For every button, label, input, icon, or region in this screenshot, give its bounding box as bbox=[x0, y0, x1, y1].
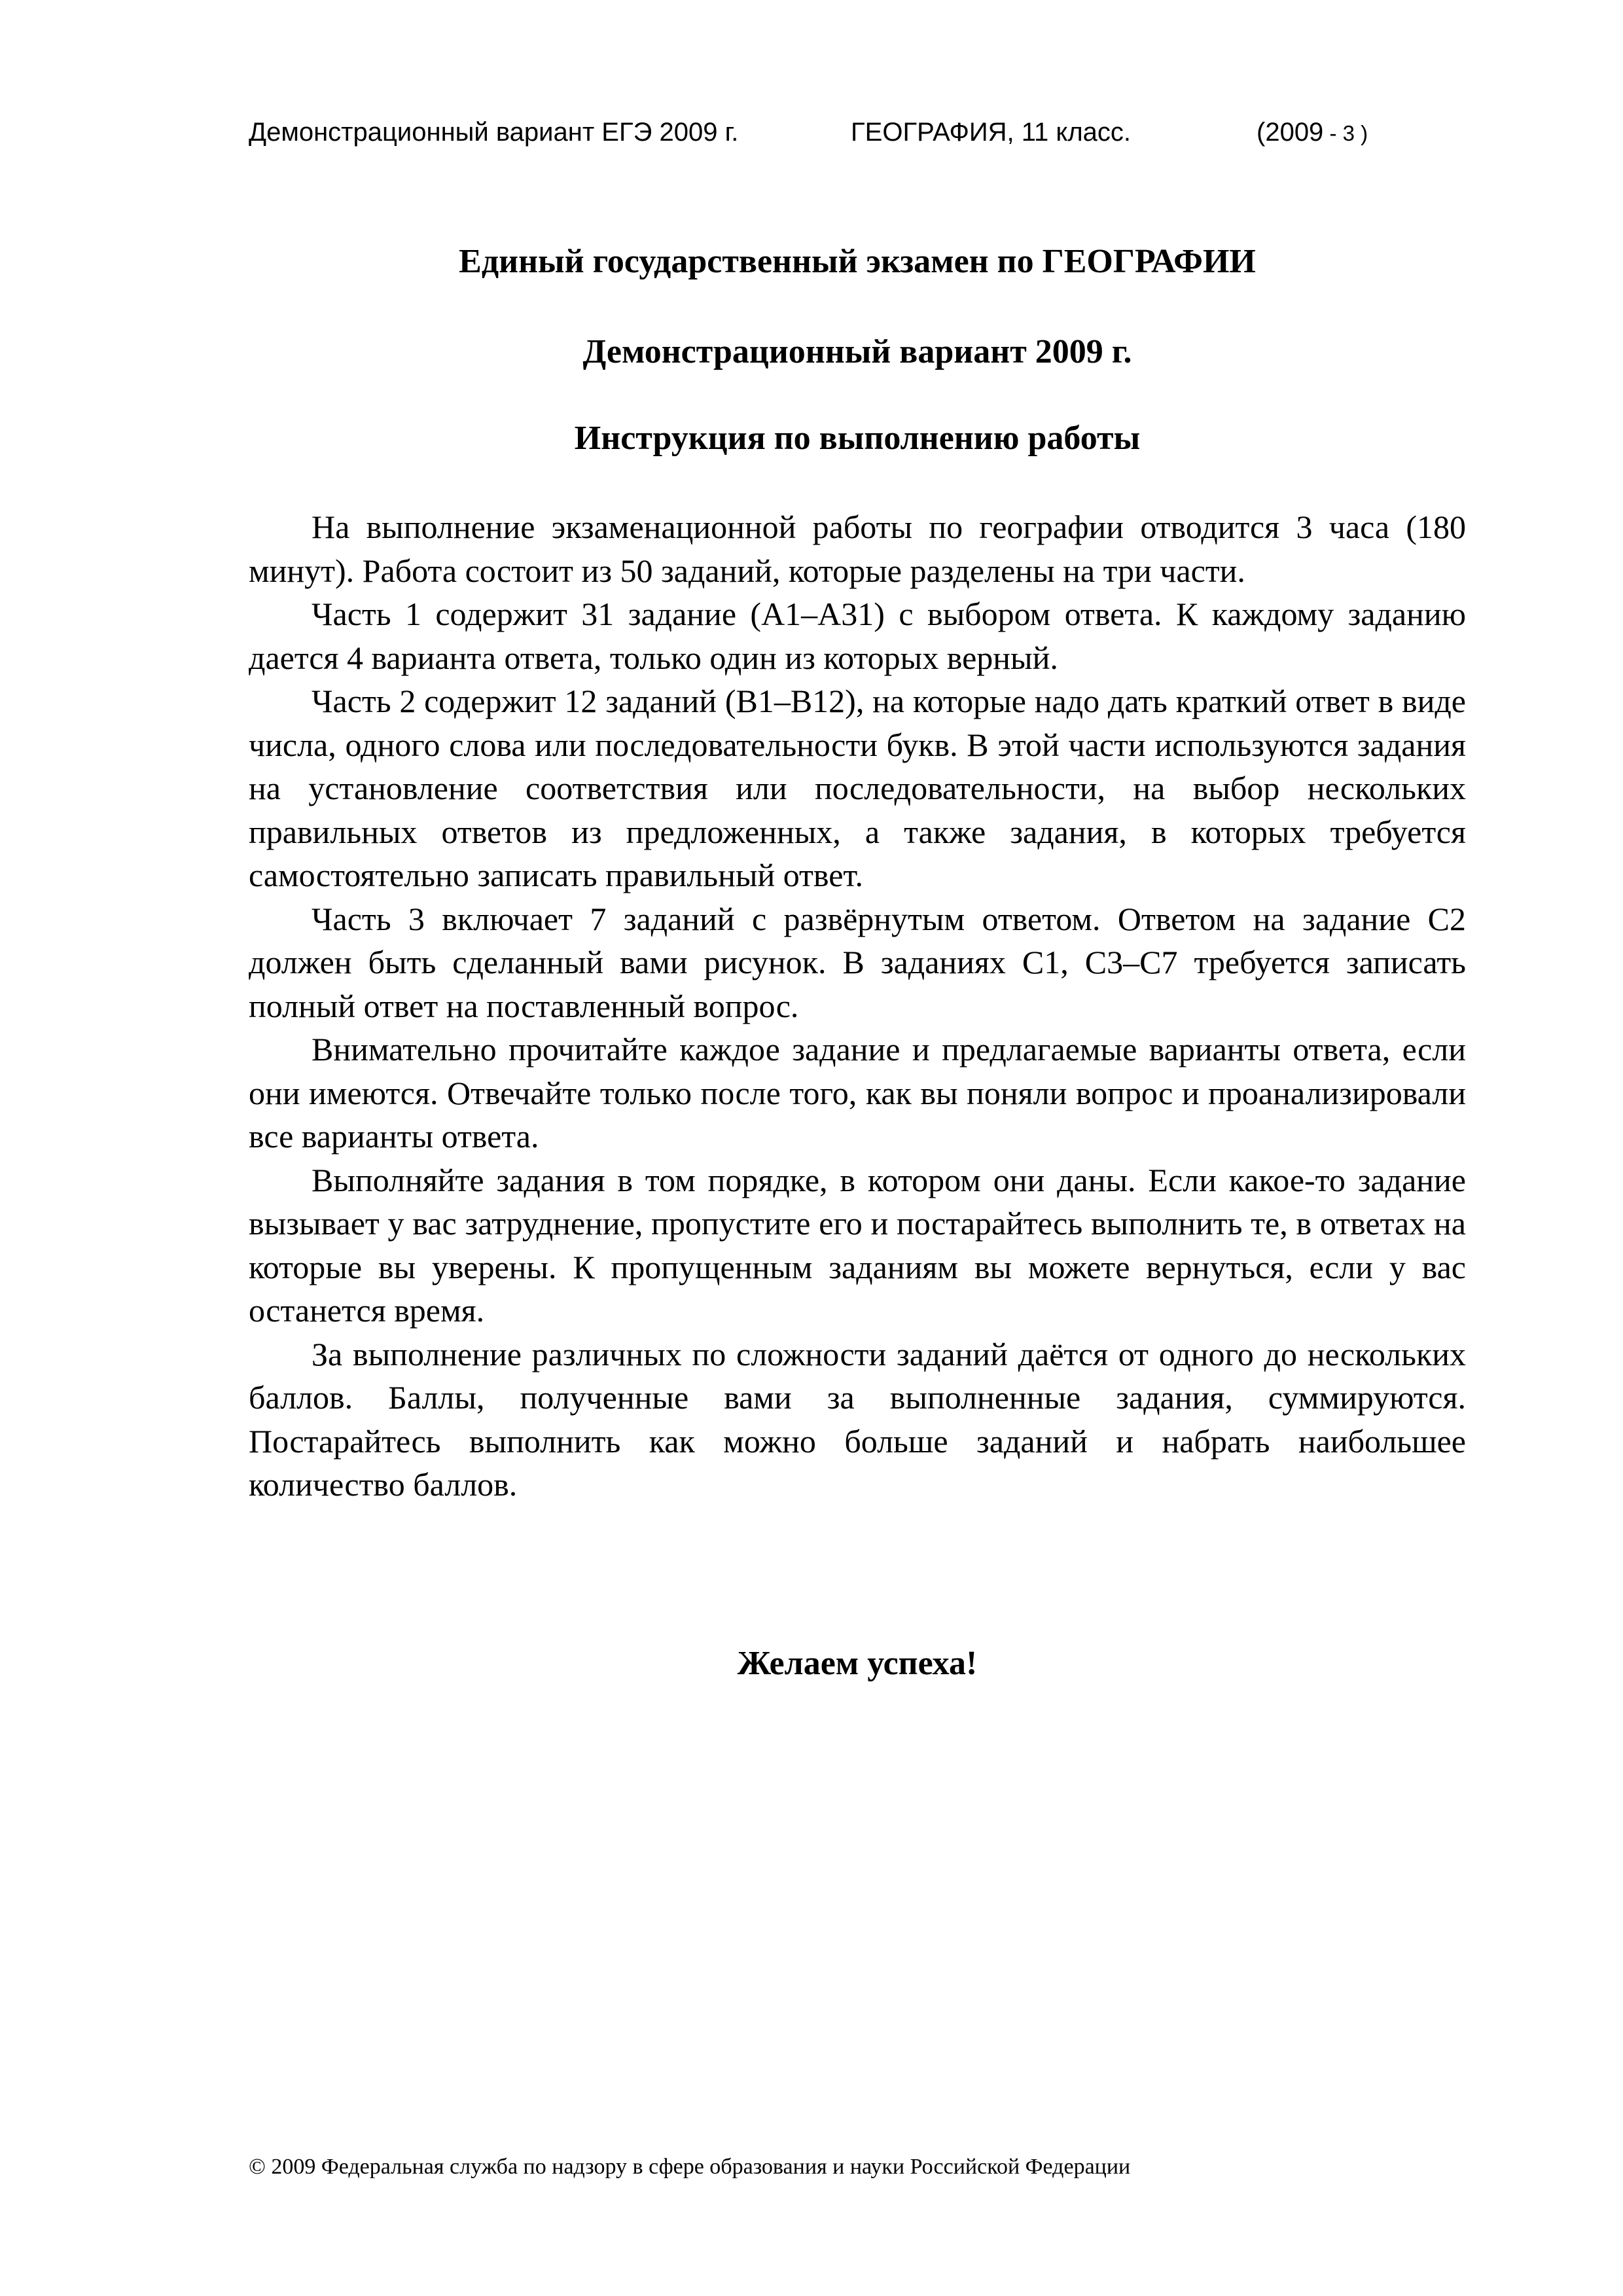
header-page-year: (2009 bbox=[1257, 118, 1324, 147]
header-page-index: - 3 ) bbox=[1323, 121, 1368, 145]
paragraph-part-1: Часть 1 содержит 31 задание (А1–А31) с выбором ответа. К каждому заданию дается 4 варианта ответа, только один из которых верный. bbox=[249, 596, 1466, 676]
header-subject-label: ГЕОГРАФИЯ, 11 класс. bbox=[851, 118, 1132, 147]
paragraph-part-2: Часть 2 содержит 12 заданий (В1–В12), на которые надо дать краткий ответ в виде числа, одного слова или последовательности букв. В этой части используются задания на установление соответствия или последовательности, на выбор нескольких правильных ответов из предложенных, а также задания, в которых требуется самостоятельно записать правильный ответ. bbox=[249, 683, 1466, 893]
closing-wish: Желаем успеха! bbox=[737, 1645, 978, 1682]
copyright-footer: © 2009 Федеральная служба по надзору в сфере образования и науки Российской Федерации bbox=[249, 2155, 1131, 2179]
header-document-label: Демонстрационный вариант ЕГЭ 2009 г. bbox=[249, 118, 739, 147]
variant-title: Демонстрационный вариант 2009 г. bbox=[582, 333, 1132, 370]
page-header bbox=[249, 113, 1479, 152]
paragraph-part-3: Часть 3 включает 7 заданий с развёрнутым ответом. Ответом на задание С2 должен быть сделанный вами рисунок. В заданиях С1, С3–С7 требуется записать полный ответ на поставленный вопрос. bbox=[249, 900, 1466, 1024]
paragraph-duration: На выполнение экзаменационной работы по географии отводится 3 часа (180 минут). Работа состоит из 50 заданий, которые разделены на три части. bbox=[249, 509, 1466, 589]
instructions-title: Инструкция по выполнению работы bbox=[574, 420, 1141, 457]
paragraph-scoring: За выполнение различных по сложности заданий даётся от одного до нескольких баллов. Баллы, полученные вами за выполненные задания, суммируются. Постарайтесь выполнить как можно больше заданий и набрать наибольшее количество баллов. bbox=[249, 1335, 1466, 1503]
exam-title: Единый государственный экзамен по ГЕОГРАФИИ bbox=[459, 243, 1256, 280]
header-page-number bbox=[1257, 113, 1368, 153]
instructions-body bbox=[249, 505, 1466, 1507]
paragraph-order: Выполняйте задания в том порядке, в котором они даны. Если какое-то задание вызывает у вас затруднение, пропустите его и постарайтесь выполнить те, в ответах на которые вы уверены. К пропущенным заданиям вы можете вернуться, если у вас останется время. bbox=[249, 1161, 1466, 1329]
paragraph-read-carefully: Внимательно прочитайте каждое задание и предлагаемые варианты ответа, если они имеются. Отвечайте только после того, как вы поняли вопрос и проанализировали все варианты ответа. bbox=[249, 1031, 1466, 1155]
